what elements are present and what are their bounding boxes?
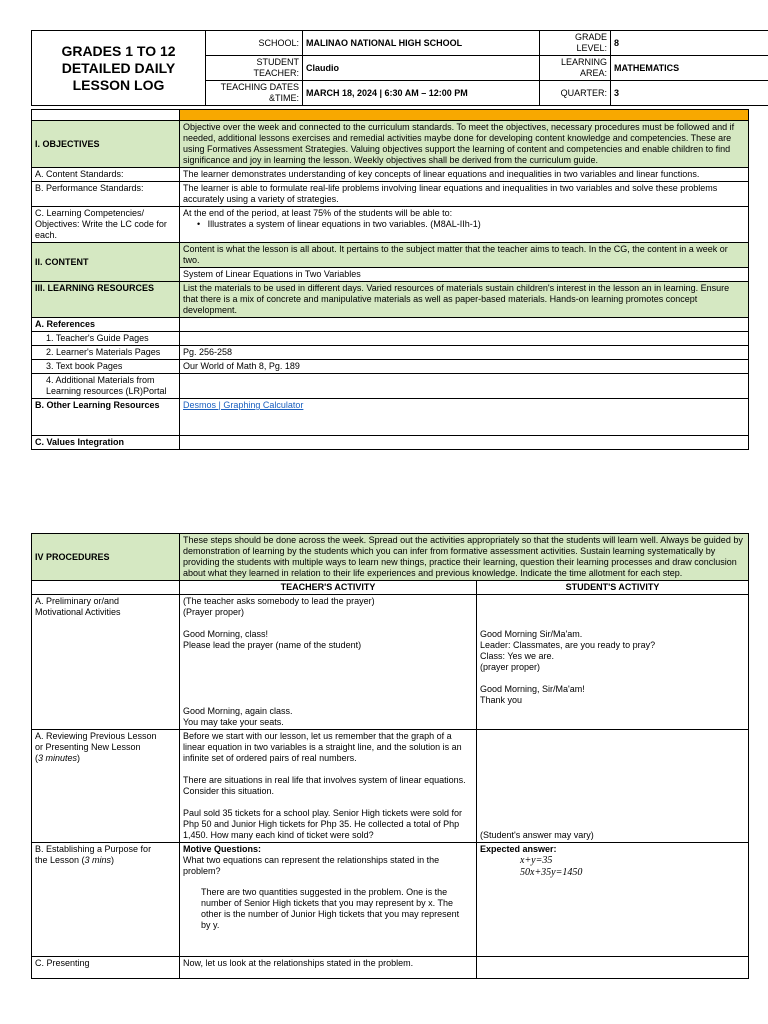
- blank-cell: [32, 110, 180, 121]
- content-standards-text: The learner demonstrates understanding of key concepts of linear equations and inequalities in two variables and linear functions.: [180, 168, 749, 182]
- other-resources-label: B. Other Learning Resources: [32, 399, 180, 436]
- area-value: MATHEMATICS: [611, 56, 768, 81]
- textbook-label: 3. Text book Pages: [32, 360, 180, 374]
- orange-bar: [180, 110, 749, 121]
- teachers-guide-label: 1. Teacher's Guide Pages: [32, 332, 180, 346]
- teacher-value: Claudio: [303, 56, 540, 81]
- objectives-label: I. OBJECTIVES: [32, 121, 180, 168]
- school-label: SCHOOL:: [206, 31, 303, 56]
- content-text: Content is what the lesson is all about. It pertains to the subject matter that the teacher aims to teach. In the CG, the content in a week or two.: [180, 243, 749, 268]
- presenting-teacher: Now, let us look at the relationships stated in the problem.: [180, 957, 477, 979]
- student-activity-header: STUDENT'S ACTIVITY: [477, 581, 749, 595]
- teacher-activity-header: TEACHER'S ACTIVITY: [180, 581, 477, 595]
- content-standards-label: A. Content Standards:: [32, 168, 180, 182]
- performance-standards-label: B. Performance Standards:: [32, 182, 180, 207]
- procedures-text: These steps should be done across the week. Spread out the activities appropriately so that the students will learn well. Always be guided by demonstration of learning by the students which you can infer from formative assessment activities. Sustain learning systematically by providing the students with multiple ways to learn new things, practice their learning, question their learning processes and draw conclusion about what they learned in relation to their life experiences and previous knowledge. Indicate the time allotment for each step.: [180, 534, 749, 581]
- additional-materials-label: 4. Additional Materials from Learning resources (LR)Portal: [32, 374, 180, 399]
- school-value: MALINAO NATIONAL HIGH SCHOOL: [303, 31, 540, 56]
- values-integration-value: [180, 436, 749, 450]
- performance-standards-text: The learner is able to formulate real-life problems involving linear equations and inequalities in two variables and solve these problems accurately using a variety of strategies.: [180, 182, 749, 207]
- presenting-label: C. Presenting: [32, 957, 180, 979]
- presenting-student: [477, 957, 749, 979]
- motive-question: What two equations can represent the relationships stated in the problem?: [183, 855, 440, 876]
- reviewing-teacher: Before we start with our lesson, let us remember that the graph of a linear equation in two variables is a straight line, and the solution is an infinite set of ordered pairs of real numbers. There are situations in real life that involves system of linear equations. Consider this situation. Paul sold 35 tickets for a school play. Senior High tickets were sold for Php 50 and Junior High tickets for Php 35. He collected a total of Php 1,450. How many each kind of ticket were sold?: [180, 730, 477, 843]
- expected-answer-heading: Expected answer:: [480, 844, 557, 854]
- reviewing-student: (Student's answer may vary): [477, 730, 749, 843]
- learners-materials-label: 2. Learner's Materials Pages: [32, 346, 180, 360]
- learners-materials-value: Pg. 256-258: [180, 346, 749, 360]
- grade-value: 8: [611, 31, 768, 56]
- equation-2: 50x+35y=1450: [520, 867, 583, 878]
- preliminary-student: Good Morning Sir/Ma'am. Leader: Classmates, are you ready to pray? Class: Yes we are. (prayer proper) Good Morning, Sir/Ma'am! Thank you: [477, 595, 749, 730]
- competencies-intro: At the end of the period, at least 75% of the students will be able to:: [183, 208, 453, 218]
- quarter-label: QUARTER:: [540, 81, 611, 106]
- teacher-label: STUDENT TEACHER:: [206, 56, 303, 81]
- preliminary-label: A. Preliminary or/and Motivational Activities: [32, 595, 180, 730]
- teachers-guide-value: [180, 332, 749, 346]
- purpose-student: [477, 843, 749, 957]
- content-label: II. CONTENT: [32, 243, 180, 282]
- competencies-label: C. Learning Competencies/ Objectives: Write the LC code for each.: [32, 207, 180, 243]
- purpose-label: B. Establishing a Purpose for the Lesson (3 mins): [32, 843, 180, 957]
- header-table: [31, 30, 768, 106]
- motive-questions-heading: Motive Questions:: [183, 844, 262, 854]
- motive-explanation: There are two quantities suggested in the problem. One is the number of Senior High tickets that you may represent by x. The other is the number of Junior High tickets that you may represent by y.: [201, 887, 460, 930]
- resources-label: III. LEARNING RESOURCES: [32, 282, 180, 318]
- reviewing-label: A. Reviewing Previous Lesson or Presenting New Lesson (3 minutes): [32, 730, 180, 843]
- competency-item: • Illustrates a system of linear equations in two variables. (M8AL-IIh-1): [197, 219, 481, 229]
- competency-text: Illustrates a system of linear equations in two variables. (M8AL-IIh-1): [207, 219, 481, 229]
- competencies-cell: [180, 207, 749, 243]
- dates-value: MARCH 18, 2024 | 6:30 AM – 12:00 PM: [303, 81, 540, 106]
- preliminary-teacher: (The teacher asks somebody to lead the prayer) (Prayer proper) Good Morning, class! Please lead the prayer (name of the student) Good Morning, again class. You may take your seats.: [180, 595, 477, 730]
- values-integration-label: C. Values Integration: [32, 436, 180, 450]
- additional-materials-value: [180, 374, 749, 399]
- quarter-value: 3: [611, 81, 768, 106]
- other-resources-value: [180, 399, 749, 436]
- area-label: LEARNING AREA:: [540, 56, 611, 81]
- procedures-table: [31, 533, 749, 979]
- desmos-link[interactable]: Desmos | Graphing Calculator: [183, 400, 304, 410]
- textbook-value: Our World of Math 8, Pg. 189: [180, 360, 749, 374]
- objectives-text: Objective over the week and connected to the curriculum standards. To meet the objectives, necessary procedures must be followed and if needed, additional lessons exercises and remedial activities maybe done for developing content knowledge and competencies. These are using Formatives Assessment Strategies. Valuing objectives support the learning of content and competencies and enable children to find significance and joy in learning the lesson. Weekly objectives shall be derived from the curriculum guide.: [180, 121, 749, 168]
- purpose-teacher: [180, 843, 477, 957]
- lesson-plan-table: [31, 109, 749, 450]
- references-label: A. References: [32, 318, 180, 332]
- grade-label: GRADE LEVEL:: [540, 31, 611, 56]
- content-topic: System of Linear Equations in Two Variables: [180, 268, 749, 282]
- equation-1: x+y=35: [520, 855, 553, 866]
- resources-text: List the materials to be used in different days. Varied resources of materials sustain children's interest in the lesson an in learning. Ensure that there is a mix of concrete and manipulative materials as well as paper-based materials. Hands-on learning promotes concept development.: [180, 282, 749, 318]
- procedures-label: IV PROCEDURES: [32, 534, 180, 581]
- dates-label: TEACHING DATES &TIME:: [206, 81, 303, 106]
- page-title: GRADES 1 TO 12 DETAILED DAILY LESSON LOG: [32, 31, 206, 106]
